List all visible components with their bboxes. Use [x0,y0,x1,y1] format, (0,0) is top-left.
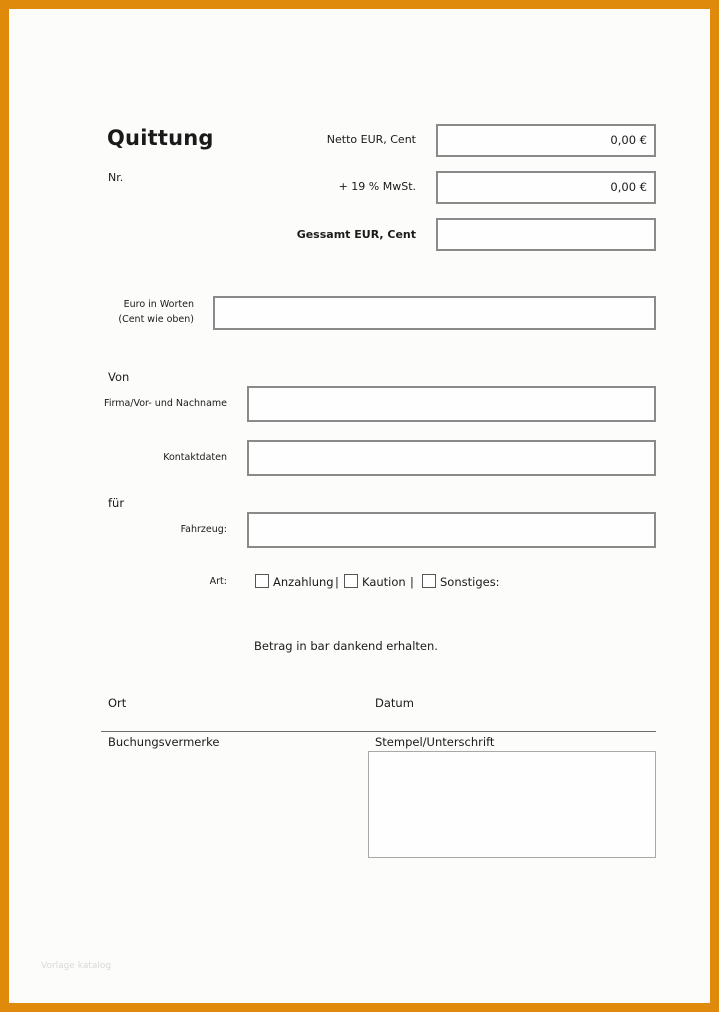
stamp-signature-box[interactable] [368,751,656,858]
sonstiges-label: Sonstiges: [440,575,500,589]
nr-label: Nr. [108,171,124,184]
page-title: Quittung [107,126,214,150]
separator-2: | [410,575,414,589]
firma-label: Firma/Vor- und Nachname [104,398,227,409]
art-label: Art: [209,576,227,587]
gesamt-field[interactable] [436,218,656,251]
fahrzeug-label: Fahrzeug: [180,524,227,535]
received-text: Betrag in bar dankend erhalten. [254,639,438,653]
mwst-field[interactable]: 0,00 € [436,171,656,204]
gesamt-label: Gessamt EUR, Cent [296,228,416,241]
anzahlung-checkbox[interactable] [255,574,269,588]
words-field[interactable] [213,296,656,330]
watermark-text: Vorlage katalog [41,961,112,971]
netto-label: Netto EUR, Cent [326,133,416,146]
words-label-line1: Euro in Worten [123,299,194,310]
anzahlung-label: Anzahlung [273,575,334,589]
sonstiges-checkbox[interactable] [422,574,436,588]
datum-label: Datum [375,696,414,710]
stempel-label: Stempel/Unterschrift [375,735,495,749]
netto-field[interactable]: 0,00 € [436,124,656,157]
fuer-heading: für [108,496,125,510]
kontakt-label: Kontaktdaten [163,452,227,463]
mwst-label: + 19 % MwSt. [338,180,416,193]
kaution-label: Kaution [362,575,406,589]
words-label-line2: (Cent wie oben) [118,314,194,325]
von-heading: Von [108,370,130,384]
separator-1: | [335,575,339,589]
divider-line [101,731,656,732]
buchung-label: Buchungsvermerke [108,735,220,749]
firma-field[interactable] [247,386,656,422]
fahrzeug-field[interactable] [247,512,656,548]
ort-label: Ort [108,696,127,710]
kaution-checkbox[interactable] [344,574,358,588]
kontakt-field[interactable] [247,440,656,476]
